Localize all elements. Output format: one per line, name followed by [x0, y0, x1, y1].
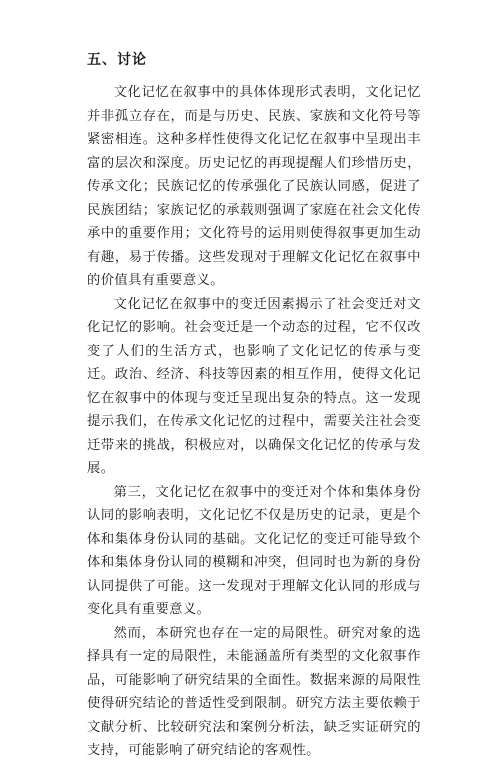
paragraph-3: 第三，文化记忆在叙事中的变迁对个体和集体身份认同的影响表明，文化记忆不仅是历史的记录，更是个体和集体身份认同的基础。文化记忆的变迁可能导致个体和集体身份认同的模糊和冲突，但同时也为新的身份认同提供了可能。这一发现对于理解文化认同的形成与变化具有重要意义。 [87, 484, 421, 617]
section-heading: 五、讨论 [87, 52, 147, 68]
paragraph-4: 然而，本研究也存在一定的局限性。研究对象的选择具有一定的局限性，未能涵盖所有类型的文化叙事作品，可能影响了研究结果的全面性。数据来源的局限性使得研究结论的普适性受到限制。研究方法主要依赖于文献分析、比较研究法和案例分析法，缺乏实证研究的支持，可能影响了研究结论的客观性。 [87, 625, 421, 758]
paragraph-2: 文化记忆在叙事中的变迁因素揭示了社会变迁对文化记忆的影响。社会变迁是一个动态的过程，它不仅改变了人们的生活方式，也影响了文化记忆的传承与变迁。政治、经济、科技等因素的相互作用，使得文化记忆在叙事中的体现与变迁呈现出复杂的特点。这一发现提示我们，在传承文化记忆的过程中，需要关注社会变迁带来的挑战，积极应对，以确保文化记忆的传承与发展。 [87, 296, 421, 476]
paragraph-1: 文化记忆在叙事中的具体体现形式表明，文化记忆并非孤立存在，而是与历史、民族、家族和文化符号等紧密相连。这种多样性使得文化记忆在叙事中呈现出丰富的层次和深度。历史记忆的再现提醒人们珍惜历史，传承文化；民族记忆的传承强化了民族认同感，促进了民族团结；家族记忆的承载则强调了家庭在社会文化传承中的重要作用；文化符号的运用则使得叙事更加生动有趣，易于传播。这些发现对于理解文化记忆在叙事中的价值具有重要意义。 [87, 85, 421, 288]
body-text [87, 81, 421, 763]
